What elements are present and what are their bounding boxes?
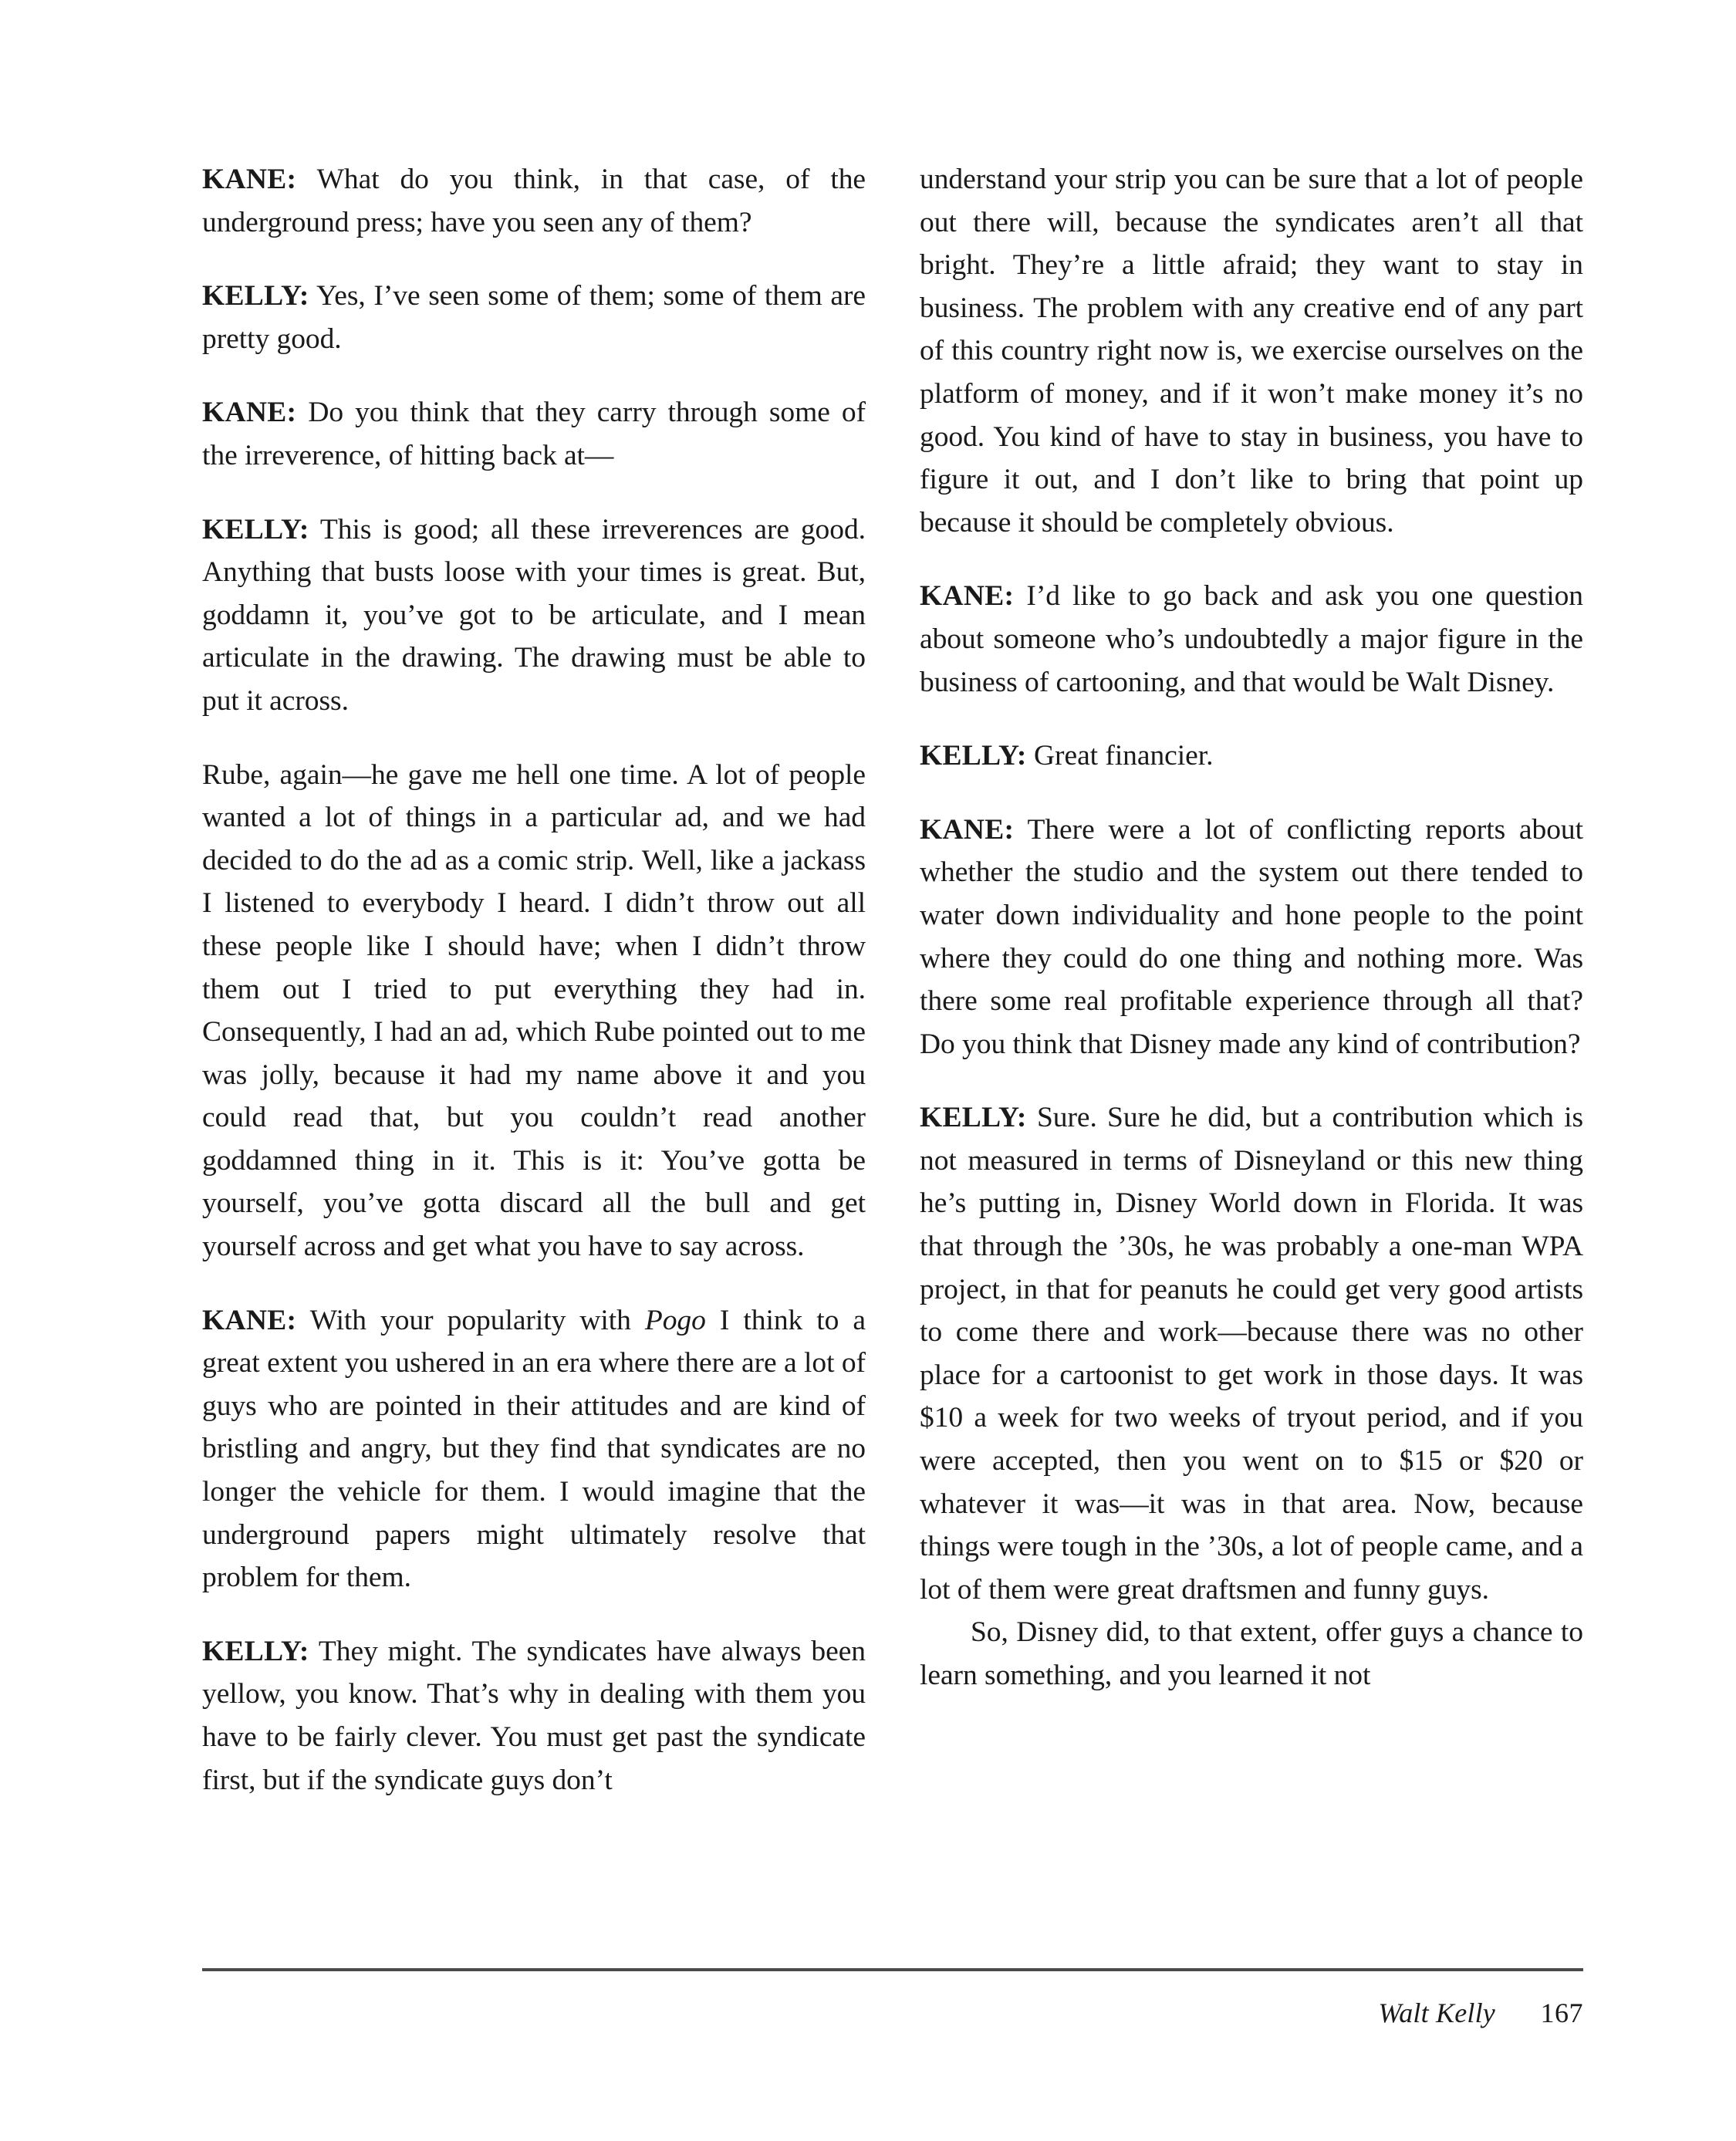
speaker-label: KELLY:	[920, 1102, 1027, 1134]
paragraph-text: Do you think that they carry through some of the irreverence, of hitting back at—	[202, 397, 866, 471]
footer-divider-rule	[202, 1968, 1583, 1971]
speaker-label: KELLY:	[202, 1635, 309, 1667]
speaker-label: KANE:	[202, 397, 297, 429]
speaker-label: KELLY:	[202, 280, 309, 312]
paragraph	[202, 1299, 866, 1599]
two-column-text-body	[202, 158, 1583, 1940]
paragraph	[920, 575, 1583, 704]
right-column	[920, 158, 1583, 1697]
paragraph	[202, 158, 866, 244]
speaker-label: KELLY:	[202, 513, 309, 545]
page-number: 167	[1540, 1997, 1583, 2028]
left-column	[202, 158, 866, 1802]
paragraph-text: Rube, again—he gave me hell one time. A lot of people wanted a lot of things in a particular ad, and we had decided to do the ad as a comic strip. Well, like a jackass I listened to everybody I heard. I didn’t throw out all these people like I should have; when I didn’t throw them out I tried to put everything they had in. Consequently, I had an ad, which Rube pointed out to me was jolly, because it had my name above it and you could read that, but you couldn’t read another goddamned thing in it. This is it: You’ve gotta be yourself, you’ve gotta discard all the bull and get yourself across and get what you have to say across.	[202, 758, 866, 1263]
speaker-label: KANE:	[202, 1304, 297, 1336]
paragraph-text: There were a lot of conflicting reports about whether the studio and the system out there tended to water down individuality and hone people to the point where they could do one thing and nothing more. Was there some real profitable experience through all that? Do you think that Disney made any kind of contribution?	[920, 813, 1583, 1060]
paragraph	[202, 275, 866, 360]
paragraph	[920, 734, 1583, 778]
paragraph	[920, 809, 1583, 1066]
work-title-pogo: Pogo	[644, 1304, 706, 1336]
paragraph-text-after: I think to a great extent you ushered in an era where there are a lot of guys who are pointed in their attitudes and are kind of bristling and angry, but they find that syndicates are no longer the vehicle for them. I would imagine that the underground papers might ultimately resolve that problem for them.	[202, 1304, 866, 1594]
paragraph-text: What do you think, in that case, of the underground press; have you seen any of them?	[202, 164, 866, 238]
page-footer	[202, 1997, 1583, 2043]
speaker-label: KELLY:	[920, 740, 1027, 772]
paragraph-text: They might. The syndicates have always been yellow, you know. That’s why in dealing with them you have to be fairly clever. You must get past the syndicate first, but if the syndicate guys don’t	[202, 1635, 866, 1796]
paragraph-text: understand your strip you can be sure that a lot of people out there will, because the syndicates aren’t all that bright. They’re a little afraid; they want to stay in business. The problem with any creative end of any part of this country right now is, we exercise ourselves on the platform of money, and if it won’t make money it’s no good. You kind of have to stay in business, you have to figure it out, and I don’t like to bring that point up because it should be completely obvious.	[920, 164, 1583, 539]
paragraph-text: Sure. Sure he did, but a contribution which is not measured in terms of Disneyland or this new thing he’s putting in, Disney World down in Florida. It was that through the ’30s, he was probably a one-man WPA project, in that for peanuts he could get very good artists to come there and work—because there was no other place for a cartoonist to get work in those days. It was $10 a week for two weeks of tryout period, and if you were accepted, then you went on to $15 or $20 or whatever it was—it was in that area. Now, because things were tough in the ’30s, a lot of people came, and a lot of them were great draftsmen and funny guys.	[920, 1102, 1583, 1606]
paragraph	[202, 391, 866, 477]
paragraph	[202, 754, 866, 1268]
paragraph	[920, 1611, 1583, 1697]
paragraph-text: This is good; all these irreverences are good. Anything that busts loose with your times is great. But, goddamn it, you’ve got to be articulate, and I mean articulate in the drawing. The drawing must be able to put it across.	[202, 513, 866, 717]
paragraph-text: So, Disney did, to that extent, offer guys a chance to learn something, and you learned it not	[920, 1616, 1583, 1691]
paragraph	[920, 158, 1583, 544]
paragraph	[202, 1630, 866, 1802]
paragraph-text: I’d like to go back and ask you one question about someone who’s undoubtedly a major figure in the business of cartooning, and that would be Walt Disney.	[920, 580, 1583, 698]
running-foot-title: Walt Kelly	[1378, 1997, 1495, 2028]
speaker-label: KANE:	[920, 580, 1015, 613]
paragraph-text: Great financier.	[1026, 740, 1214, 772]
speaker-label: KANE:	[202, 164, 297, 195]
paragraph-text: With your popularity with	[296, 1304, 645, 1336]
speaker-label: KANE:	[920, 813, 1015, 846]
paragraph	[202, 508, 866, 723]
paragraph-text: Yes, I’ve seen some of them; some of them are pretty good.	[202, 280, 866, 355]
paragraph	[920, 1096, 1583, 1611]
